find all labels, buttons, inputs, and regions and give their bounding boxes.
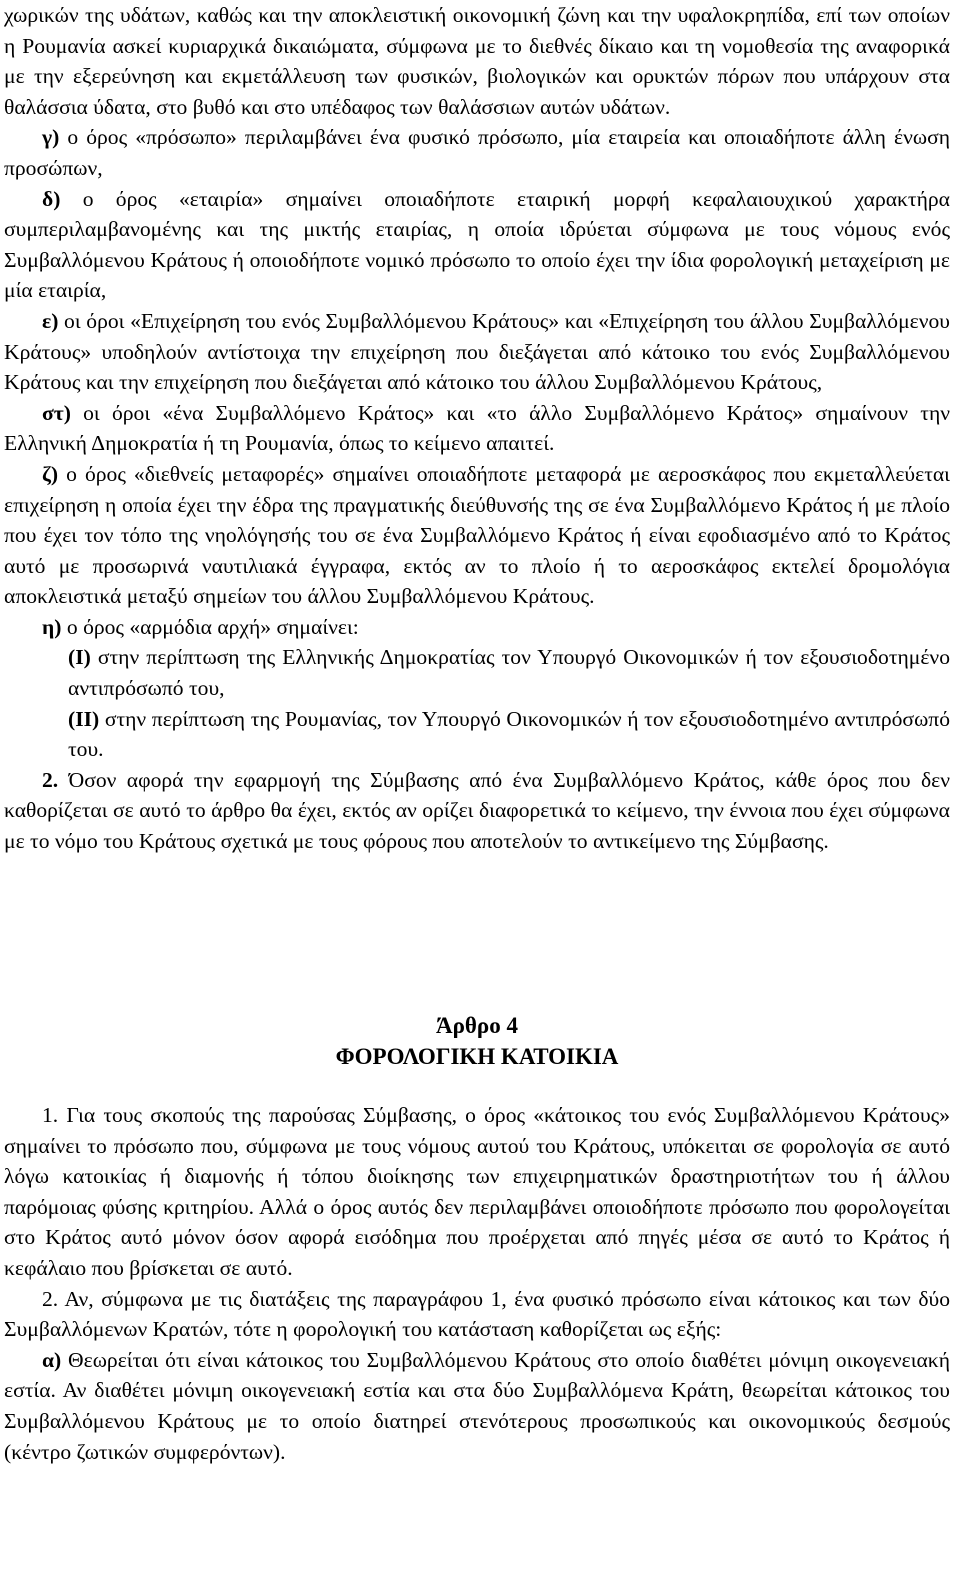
definition-item-g [4,122,950,183]
definition-item-st [4,398,950,459]
item-text: ο όρος «διεθνείς μεταφορές» σημαίνει οποιαδήποτε μεταφορά με αεροσκάφος που εκμεταλλεύεται επιχείρηση η οποία έχει την έδρα της πραγματικής διεύθυνσής της σε ένα Συμβαλλόμενο Κράτος ή με πλοίο που έχει τον τόπο της νηολόγησής του σε ένα Συμβαλλόμενο Κράτος ή είναι εφοδιασμένο από το Κράτος αυτό με προσωρινά ναυτιλιακά έγγραφα, εκτός αν το πλοίο ή το αεροσκάφος εκτελεί δρομολόγια αποκλειστικά μεταξύ σημείων του άλλου Συμβαλλόμενου Κράτους. [4,461,950,609]
paragraph-text: Για τους σκοπούς της παρούσας Σύμβασης, ο όρος «κάτοικος του ενός Συμβαλλόμενου Κράτους» σημαίνει το πρόσωπο που, σύμφωνα με τους νόμους αυτού του Κράτους, υπόκειται σε φορολογία σε αυτό λόγω κατοικίας ή διαμονής ή τόπου διοίκησης των επιχειρηματικών δραστηριοτήτων του ή άλλου παρόμοιας φύσης κριτηρίου. Αλλά ο όρος αυτός δεν περιλαμβάνει οποιοδήποτε πρόσωπο που φορολογείται στο Κράτος αυτό μόνον όσον αφορά εισόδημα που προέρχεται από πηγές μέσα σε αυτό το Κράτος ή κεφάλαιο που βρίσκεται σε αυτό. [4,1103,950,1280]
definition-item-e [4,306,950,398]
paragraph-text: χωρικών της υδάτων, καθώς και την αποκλειστική οικονομική ζώνη και την υφαλοκρηπίδα, επί των οποίων η Ρουμανία ασκεί κυριαρχικά δικαιώματα, σύμφωνα με το διεθνές δίκαιο και τη νομοθεσία της αναφορικά με την εξερεύνηση και εκμετάλλευση των φυσικών, βιολογικών και ορυκτών πόρων που υπάρχουν στα θαλάσσια ύδατα, στο βυθό και στο υπέδαφος των θαλάσσιων αυτών υδάτων. [4,3,950,119]
document-body-upper [4,0,950,857]
paragraph-text: Αν, σύμφωνα με τις διατάξεις της παραγράφου 1, ένα φυσικό πρόσωπο είναι κάτοικος και των δύο Συμβαλλόμενων Κρατών, τότε η φορολογική του κατάσταση καθορίζεται ως εξής: [4,1286,950,1342]
sub-item-label: (Ι) [68,645,91,670]
article-item-a [4,1345,950,1467]
sub-item-2 [4,704,950,765]
article-paragraph-1 [4,1100,950,1284]
paragraph-number: 2. [42,767,59,792]
paragraph-continuation [4,0,950,122]
paragraph-2 [4,765,950,857]
article-title: ΦΟΡΟΛΟΓΙΚΗ ΚΑΤΟΙΚΙΑ [335,1044,619,1069]
item-label: δ) [42,186,61,211]
definition-item-i [4,612,950,643]
definition-item-d [4,184,950,306]
item-text: Θεωρείται ότι είναι κάτοικος του Συμβαλλόμενου Κράτους στο οποίο διαθέτει μόνιμη οικογενειακή εστία. Αν διαθέτει μόνιμη οικογενειακή εστία και στα δύο Συμβαλλόμενα Κράτη, θεωρείται κάτοικος του Συμβαλλόμενου Κράτους με το οποίο διατηρεί στενότερους προσωπικούς και οικονομικούς δεσμούς (κέντρο ζωτικών συμφερόντων). [4,1347,950,1464]
definition-item-z [4,459,950,612]
sub-item-text: στην περίπτωση της Ελληνικής Δημοκρατίας τον Υπουργό Οικονομικών ή τον εξουσιοδοτημένο αντιπρόσωπό του, [68,645,950,701]
item-label: ζ) [42,461,59,486]
paragraph-text: Όσον αφορά την εφαρμογή της Σύμβασης από ένα Συμβαλλόμενο Κράτος, κάθε όρος που δεν καθορίζεται σε αυτό το άρθρο θα έχει, εκτός αν ορίζει διαφορετικά το κείμενο, την έννοια που έχει σύμφωνα με το νόμο του Κράτους σχετικά με τους φόρους που αποτελούν το αντικείμενο της Σύμβασης. [4,767,950,854]
item-text: ο όρος «αρμόδια αρχή» σημαίνει: [61,614,359,639]
article-paragraph-2 [4,1284,950,1345]
item-label: γ) [42,125,60,150]
item-label: ε) [42,308,59,333]
item-text: οι όροι «ένα Συμβαλλόμενο Κράτος» και «το άλλο Συμβαλλόμενο Κράτος» σημαίνουν την Ελληνική Δημοκρατία ή τη Ρουμανία, όπως το κείμενο απαιτεί. [4,400,950,456]
sub-item-text: στην περίπτωση της Ρουμανίας, τον Υπουργό Οικονομικών ή τον εξουσιοδοτημένο αντιπρόσωπό του. [68,706,950,762]
article-heading [4,1010,950,1072]
item-text: οι όροι «Επιχείρηση του ενός Συμβαλλόμενου Κράτους» και «Επιχείρηση του άλλου Συμβαλλόμενου Κράτους» υποδηλούν αντίστοιχα την επιχείρηση που διεξάγεται από κάτοικο του ενός Συμβαλλόμενου Κράτους και την επιχείρηση που διεξάγεται από κάτοικο του άλλου Συμβαλλόμενου Κράτους, [4,308,950,395]
paragraph-number: 2. [42,1286,59,1311]
sub-item-label: (ΙΙ) [68,706,100,731]
item-label: στ) [42,400,71,425]
paragraph-number: 1. [42,1103,59,1127]
sub-item-1 [4,642,950,703]
item-label: η) [42,614,62,639]
item-label: α) [42,1347,62,1372]
article-number: Άρθρο 4 [436,1013,518,1038]
item-text: ο όρος «εταιρία» σημαίνει οποιαδήποτε εταιρική μορφή κεφαλαιουχικού χαρακτήρα συμπεριλαμβανομένης και της μικτής εταιρίας, η οποία ιδρύεται σύμφωνα με τους νόμους ενός Συμβαλλόμενου Κράτους ή οποιοδήποτε νομικό πρόσωπο το οποίο έχει την ίδια φορολογική μεταχείριση με μία εταιρία, [4,186,950,303]
item-text: ο όρος «πρόσωπο» περιλαμβάνει ένα φυσικό πρόσωπο, μία εταιρεία και οποιαδήποτε άλλη ένωση προσώπων, [4,125,950,180]
document-body-lower [4,1100,950,1467]
